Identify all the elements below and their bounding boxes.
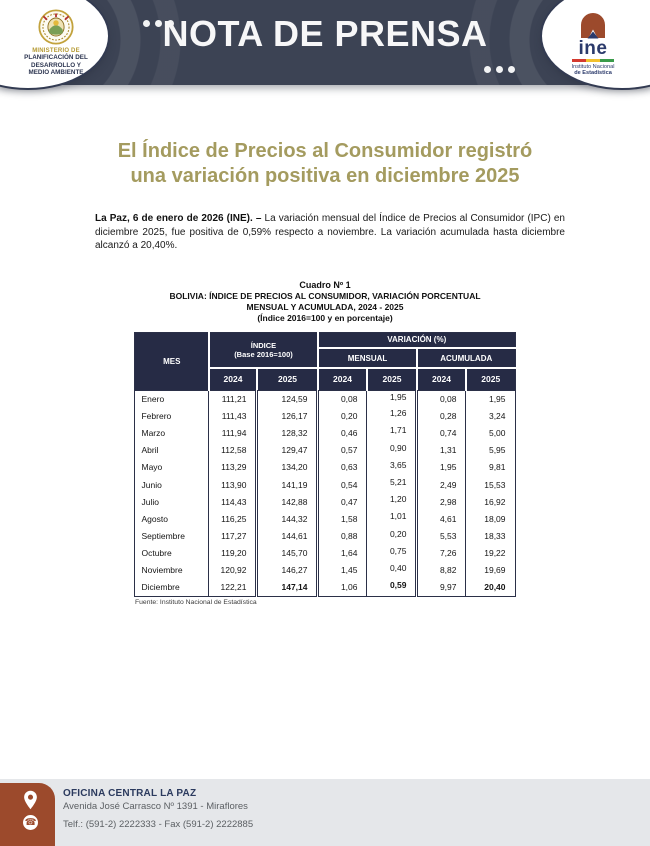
value-cell: 0,59: [367, 579, 417, 596]
lead-paragraph: [95, 212, 565, 253]
value-cell: 120,92: [209, 562, 257, 579]
value-cell: 0,46: [318, 424, 367, 441]
bolivia-flag-stripe-icon: [572, 59, 614, 62]
month-cell: Octubre: [135, 545, 209, 562]
value-cell: 126,17: [257, 407, 318, 424]
value-cell: 0,88: [318, 528, 367, 545]
value-cell: 122,21: [209, 579, 257, 596]
value-cell: 1,01: [367, 510, 417, 527]
year-header: 2025: [367, 368, 417, 390]
value-cell: 144,32: [257, 510, 318, 527]
column-header-mes: MES: [135, 332, 209, 390]
value-cell: 9,81: [466, 459, 515, 476]
value-cell: 5,00: [466, 424, 515, 441]
value-cell: 142,88: [257, 493, 318, 510]
column-header-acumulada: ACUMULADA: [417, 348, 515, 368]
value-cell: 128,32: [257, 424, 318, 441]
table-caption-line: (Índice 2016=100 y en porcentaje): [257, 312, 393, 323]
value-cell: 147,14: [257, 579, 318, 596]
ine-subtitle: Instituto Nacional: [571, 64, 615, 70]
value-cell: 1,95: [466, 390, 515, 407]
value-cell: 1,20: [367, 493, 417, 510]
table-row: [135, 442, 515, 459]
value-cell: 18,09: [466, 510, 515, 527]
month-cell: Abril: [135, 442, 209, 459]
ine-wordmark: ine: [578, 38, 608, 59]
month-cell: Agosto: [135, 510, 209, 527]
month-cell: Diciembre: [135, 579, 209, 596]
value-cell: 0,08: [417, 390, 466, 407]
table-source-note: Fuente: Instituto Nacional de Estadística: [135, 598, 257, 606]
lead-text: La variación mensual del Índice de Precios al Consumidor (IPC) en diciembre 2025, fue positiva de 0,59% respecto a noviembre. La variación acumulada hasta diciembre alcanzó a 20,40%.: [95, 213, 565, 251]
value-cell: 7,26: [417, 545, 466, 562]
value-cell: 0,20: [367, 528, 417, 545]
value-cell: 16,92: [466, 493, 515, 510]
value-cell: 1,06: [318, 579, 367, 596]
value-cell: 8,82: [417, 562, 466, 579]
value-cell: 124,59: [257, 390, 318, 407]
footer-office-title: OFICINA CENTRAL LA PAZ: [63, 788, 197, 799]
value-cell: 0,54: [318, 476, 367, 493]
value-cell: 117,27: [209, 528, 257, 545]
footer-contact-info: [63, 788, 253, 830]
value-cell: 145,70: [257, 545, 318, 562]
ipc-table: [134, 332, 515, 597]
value-cell: 116,25: [209, 510, 257, 527]
value-cell: 134,20: [257, 459, 318, 476]
value-cell: 111,43: [209, 407, 257, 424]
value-cell: 4,61: [417, 510, 466, 527]
year-header: 2024: [209, 368, 257, 390]
value-cell: 141,19: [257, 476, 318, 493]
footer-phone: Telf.: (591-2) 2222333 - Fax (591-2) 2222885: [63, 819, 254, 830]
table-row: [135, 528, 515, 545]
table-row: [135, 476, 515, 493]
value-cell: 1,45: [318, 562, 367, 579]
table-row: [135, 510, 515, 527]
ministry-logo: [8, 9, 104, 77]
value-cell: 1,64: [318, 545, 367, 562]
value-cell: 19,22: [466, 545, 515, 562]
ministry-name-line: PLANIFICACIÓN DEL: [24, 54, 88, 61]
value-cell: 19,69: [466, 562, 515, 579]
value-cell: 3,24: [466, 407, 515, 424]
month-cell: Julio: [135, 493, 209, 510]
year-header: 2025: [466, 368, 515, 390]
value-cell: 0,28: [417, 407, 466, 424]
value-cell: 20,40: [466, 579, 515, 596]
table-caption-line: MENSUAL Y ACUMULADA, 2024 - 2025: [246, 301, 404, 312]
value-cell: 5,21: [367, 476, 417, 493]
value-cell: 0,47: [318, 493, 367, 510]
value-cell: 0,74: [417, 424, 466, 441]
page-title-line: El Índice de Precios al Consumidor registró: [117, 140, 533, 162]
value-cell: 1,71: [367, 424, 417, 441]
value-cell: 114,43: [209, 493, 257, 510]
value-cell: 0,63: [318, 459, 367, 476]
value-cell: 111,21: [209, 390, 257, 407]
month-cell: Junio: [135, 476, 209, 493]
value-cell: 2,49: [417, 476, 466, 493]
value-cell: 144,61: [257, 528, 318, 545]
month-cell: Noviembre: [135, 562, 209, 579]
value-cell: 1,26: [367, 407, 417, 424]
ministry-seal-icon: [38, 9, 74, 45]
value-cell: 5,95: [466, 442, 515, 459]
phone-icon: ☎: [24, 817, 37, 828]
value-cell: 0,40: [367, 562, 417, 579]
value-cell: 1,31: [417, 442, 466, 459]
value-cell: 0,90: [367, 442, 417, 459]
banner-title: NOTA DE PRENSA: [162, 13, 488, 54]
month-cell: Enero: [135, 390, 209, 407]
month-cell: Mayo: [135, 459, 209, 476]
value-cell: 129,47: [257, 442, 318, 459]
value-cell: 113,90: [209, 476, 257, 493]
value-cell: 112,58: [209, 442, 257, 459]
lead-dateline: La Paz, 6 de enero de 2026 (INE). –: [95, 213, 262, 224]
value-cell: 0,57: [318, 442, 367, 459]
value-cell: 0,75: [367, 545, 417, 562]
table-row: [135, 390, 515, 407]
ine-logo: [558, 12, 628, 77]
value-cell: 0,08: [318, 390, 367, 407]
value-cell: 111,94: [209, 424, 257, 441]
value-cell: 0,20: [318, 407, 367, 424]
table-caption-number: Cuadro Nº 1: [299, 279, 351, 290]
dots-decoration-icon: [484, 66, 515, 73]
table-row: [135, 493, 515, 510]
ministry-name-line: MEDIO AMBIENTE: [28, 69, 84, 77]
year-header: 2024: [417, 368, 466, 390]
month-cell: Marzo: [135, 424, 209, 441]
month-cell: Febrero: [135, 407, 209, 424]
value-cell: 1,58: [318, 510, 367, 527]
value-cell: 3,65: [367, 459, 417, 476]
ine-subtitle: de Estadística: [574, 70, 612, 77]
page-title: [30, 139, 620, 189]
column-header-mensual: MENSUAL: [318, 348, 417, 368]
year-header: 2025: [257, 368, 318, 390]
table-row: [135, 562, 515, 579]
table-caption-line: BOLIVIA: ÍNDICE DE PRECIOS AL CONSUMIDOR, VARIACIÓN PORCENTUAL: [169, 290, 481, 301]
value-cell: 5,53: [417, 528, 466, 545]
indice-label: ÍNDICE: [250, 340, 277, 350]
value-cell: 2,98: [417, 493, 466, 510]
value-cell: 18,33: [466, 528, 515, 545]
table-row: [135, 424, 515, 441]
table-row: [135, 579, 515, 596]
table-caption: [0, 280, 650, 324]
ministry-name-line: MINISTERIO DE: [32, 48, 80, 54]
location-pin-icon: [22, 790, 39, 810]
value-cell: 119,20: [209, 545, 257, 562]
value-cell: 113,29: [209, 459, 257, 476]
value-cell: 1,95: [367, 390, 417, 407]
ine-mountain-icon: [578, 12, 608, 39]
page-title-line: una variación positiva en diciembre 2025: [130, 165, 520, 187]
column-header-indice: [209, 332, 318, 368]
table-row: [135, 545, 515, 562]
year-header: 2024: [318, 368, 367, 390]
header: [0, 0, 650, 97]
value-cell: 15,53: [466, 476, 515, 493]
footer-address: Avenida José Carrasco Nº 1391 - Miraflores: [63, 801, 248, 812]
month-cell: Septiembre: [135, 528, 209, 545]
table-row: [135, 407, 515, 424]
value-cell: 1,95: [417, 459, 466, 476]
table-row: [135, 459, 515, 476]
value-cell: 146,27: [257, 562, 318, 579]
ministry-name-line: DESARROLLO Y: [31, 61, 81, 69]
footer-contact-tab: [0, 783, 55, 846]
column-header-variacion: VARIACIÓN (%): [318, 332, 515, 348]
indice-base-label: (Base 2016=100): [234, 349, 293, 359]
value-cell: 9,97: [417, 579, 466, 596]
footer: [0, 779, 650, 846]
